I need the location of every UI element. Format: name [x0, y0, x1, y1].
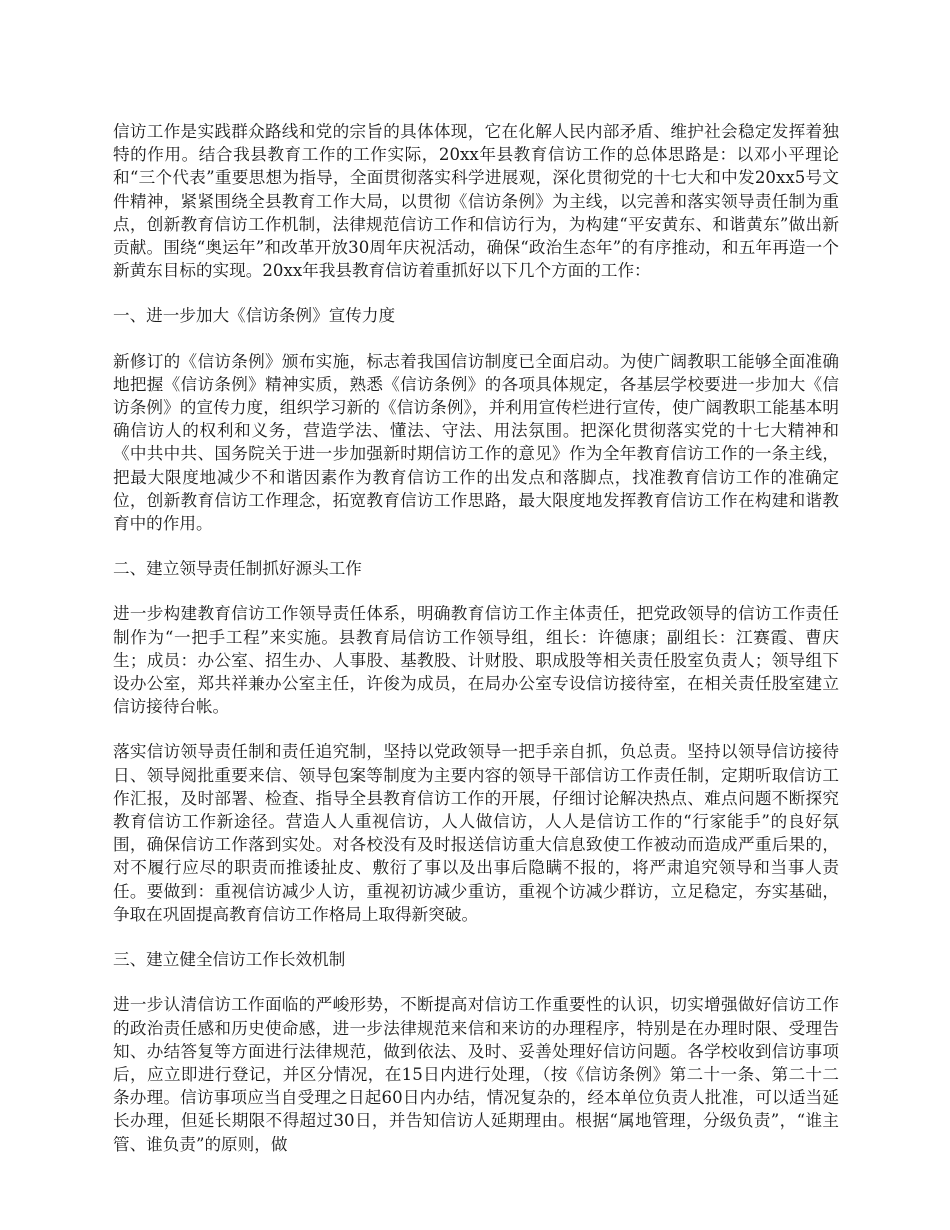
document-body [113, 120, 839, 1178]
section-2-paragraph-2: 落实信访领导责任制和责任追究制，坚持以党政领导一把手亲自抓，负总责。坚持以领导信访接待日、领导阅批重要来信、领导包案等制度为主要内容的领导干部信访工作责任制，定期听取信访工作汇报，及时部署、检查、指导全县教育信访工作的开展，仔细讨论解决热点、难点问题不断探究教育信访工作新途径。营造人人重视信访，人人做信访，人人是信访工作的“行家能手”的良好氛围，确保信访工作落到实处。对各校没有及时报送信访重大信息致使工作被动而造成严重后果的，对不履行应尽的职责而推诿扯皮、敷衍了事以及出事后隐瞒不报的，将严肃追究领导和当事人责任。要做到：重视信访减少人访，重视初访减少重访，重视个访减少群访，立足稳定，夯实基础，争取在巩固提高教育信访工作格局上取得新突破。 [113, 742, 839, 924]
section-2-paragraph-1: 进一步构建教育信访工作领导责任体系，明确教育信访工作主体责任，把党政领导的信访工作责任制作为“一把手工程”来实施。县教育局信访工作领导组，组长：许德康；副组长：江赛霞、曹庆生；成员：办公室、招生办、人事股、基教股、计财股、职成股等相关责任股室负责人；领导组下设办公室，郑共祥兼办公室主任，许俊为成员，在局办公室专设信访接待室，在相关责任股室建立信访接待台帐。 [113, 604, 839, 717]
section-heading-1: 一、进一步加大《信访条例》宣传力度 [113, 306, 396, 326]
section-heading-2: 二、建立领导责任制抓好源头工作 [113, 559, 362, 579]
section-1-paragraph: 新修订的《信访条例》颁布实施，标志着我国信访制度已全面启动。为使广阔教职工能够全面准确地把握《信访条例》精神实质，熟悉《信访条例》的各项具体规定，各基层学校要进一步加大《信访条例》的宣传力度，组织学习新的《信访条例》，并利用宣传栏进行宣传，使广阔教职工能基本明确信访人的权利和义务，营造学法、懂法、守法、用法氛围。把深化贯彻落实党的十七大精神和《中共中共、国务院关于进一步加强新时期信访工作的意见》作为全年教育信访工作的一条主线，把最大限度地减少不和谐因素作为教育信访工作的出发点和落脚点，找准教育信访工作的准确定位，创新教育信访工作理念，拓宽教育信访工作思路，最大限度地发挥教育信访工作在构建和谐教育中的作用。 [113, 351, 839, 534]
intro-paragraph: 信访工作是实践群众路线和党的宗旨的具体体现，它在化解人民内部矛盾、维护社会稳定发挥着独特的作用。结合我县教育工作的工作实际，20xx年县教育信访工作的总体思路是：以邓小平理论和“三个代表”重要思想为指导，全面贯彻落实科学进展观，深化贯彻党的十七大和中发20xx5号文件精神，紧紧围绕全县教育工作大局，以贯彻《信访条例》为主线，以完善和落实领导责任制为重点，创新教育信访工作机制，法律规范信访工作和信访行为，为构建“平安黄东、和谐黄东”做出新贡献。围绕“奥运年”和改革开放30周年庆祝活动，确保“政治生态年”的有序推动，和五年再造一个新黄东目标的实现。20xx年我县教育信访着重抓好以下几个方面的工作： [113, 122, 839, 281]
section-heading-3: 三、建立健全信访工作长效机制 [113, 950, 346, 970]
section-3-paragraph-1: 进一步认清信访工作面临的严峻形势，不断提高对信访工作重要性的认识，切实增强做好信访工作的政治责任感和历史使命感，进一步法律规范来信和来访的办理程序，特别是在办理时限、受理告知、办结答复等方面进行法律规范，做到依法、及时、妥善处理好信访问题。各学校收到信访事项后，应立即进行登记，并区分情况，在15日内进行处理，（按《信访条例》第二十一条、第二十二条办理。信访事项应当自受理之日起60日内办结，情况复杂的，经本单位负责人批准，可以适当延长办理，但延长期限不得超过30日，并告知信访人延期理由。根据“属地管理，分级负责”，“谁主管、谁负责”的原则，做 [113, 995, 839, 1154]
